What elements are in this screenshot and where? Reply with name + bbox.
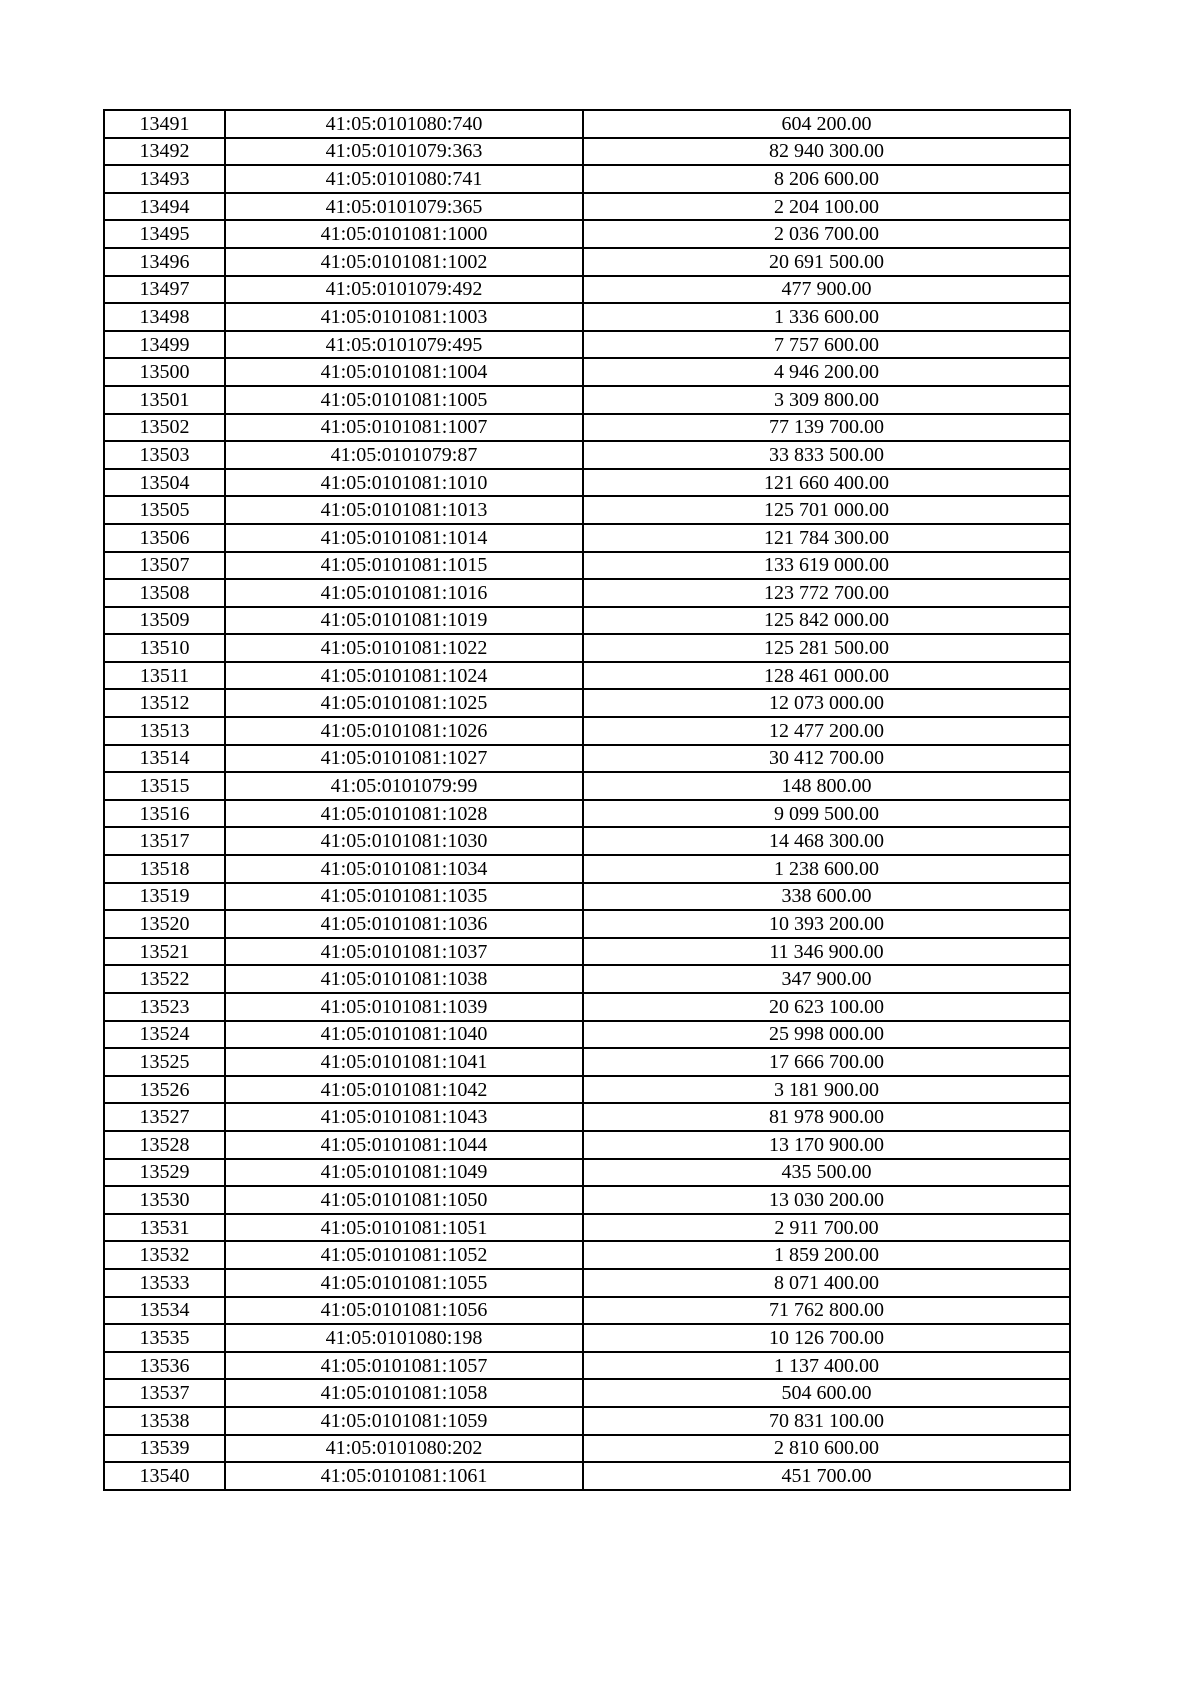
value-cell: 1 859 200.00	[583, 1241, 1070, 1269]
table-row	[104, 165, 1070, 193]
cadastral-number-cell: 41:05:0101081:1022	[225, 634, 583, 662]
cadastral-number-cell: 41:05:0101081:1019	[225, 607, 583, 635]
cadastral-number-cell: 41:05:0101081:1056	[225, 1297, 583, 1325]
row-number-cell: 13510	[104, 634, 225, 662]
value-cell: 12 477 200.00	[583, 717, 1070, 745]
cadastral-number-cell: 41:05:0101080:741	[225, 165, 583, 193]
value-cell: 20 623 100.00	[583, 993, 1070, 1021]
cadastral-number-cell: 41:05:0101081:1016	[225, 579, 583, 607]
value-cell: 77 139 700.00	[583, 414, 1070, 442]
cadastral-number-cell: 41:05:0101081:1015	[225, 552, 583, 580]
cadastral-number-cell: 41:05:0101080:202	[225, 1435, 583, 1463]
row-number-cell: 13534	[104, 1297, 225, 1325]
value-cell: 2 036 700.00	[583, 220, 1070, 248]
cadastral-number-cell: 41:05:0101081:1036	[225, 910, 583, 938]
table-row	[104, 1131, 1070, 1159]
value-cell: 13 170 900.00	[583, 1131, 1070, 1159]
value-cell: 10 393 200.00	[583, 910, 1070, 938]
value-cell: 17 666 700.00	[583, 1048, 1070, 1076]
table-row	[104, 607, 1070, 635]
row-number-cell: 13508	[104, 579, 225, 607]
table-row	[104, 276, 1070, 304]
value-cell: 3 181 900.00	[583, 1076, 1070, 1104]
value-cell: 33 833 500.00	[583, 441, 1070, 469]
table-row	[104, 1462, 1070, 1490]
table-row	[104, 1407, 1070, 1435]
row-number-cell: 13517	[104, 827, 225, 855]
table-row	[104, 579, 1070, 607]
row-number-cell: 13492	[104, 138, 225, 166]
table-row	[104, 220, 1070, 248]
table-row	[104, 1186, 1070, 1214]
cadastral-number-cell: 41:05:0101081:1014	[225, 524, 583, 552]
value-cell: 11 346 900.00	[583, 938, 1070, 966]
table-row	[104, 910, 1070, 938]
row-number-cell: 13538	[104, 1407, 225, 1435]
row-number-cell: 13511	[104, 662, 225, 690]
row-number-cell: 13514	[104, 745, 225, 773]
cadastral-number-cell: 41:05:0101080:198	[225, 1324, 583, 1352]
value-cell: 2 810 600.00	[583, 1435, 1070, 1463]
cadastral-number-cell: 41:05:0101079:99	[225, 772, 583, 800]
row-number-cell: 13500	[104, 358, 225, 386]
cadastral-number-cell: 41:05:0101081:1024	[225, 662, 583, 690]
value-cell: 604 200.00	[583, 110, 1070, 138]
table-row	[104, 552, 1070, 580]
cadastral-number-cell: 41:05:0101081:1025	[225, 689, 583, 717]
value-cell: 4 946 200.00	[583, 358, 1070, 386]
row-number-cell: 13537	[104, 1379, 225, 1407]
cadastral-number-cell: 41:05:0101081:1052	[225, 1241, 583, 1269]
cadastral-number-cell: 41:05:0101079:87	[225, 441, 583, 469]
table-row	[104, 1241, 1070, 1269]
row-number-cell: 13531	[104, 1214, 225, 1242]
row-number-cell: 13530	[104, 1186, 225, 1214]
table-row	[104, 1076, 1070, 1104]
cadastral-number-cell: 41:05:0101081:1002	[225, 248, 583, 276]
cadastral-number-cell: 41:05:0101081:1007	[225, 414, 583, 442]
row-number-cell: 13516	[104, 800, 225, 828]
row-number-cell: 13497	[104, 276, 225, 304]
row-number-cell: 13523	[104, 993, 225, 1021]
table-row	[104, 1048, 1070, 1076]
row-number-cell: 13496	[104, 248, 225, 276]
value-cell: 30 412 700.00	[583, 745, 1070, 773]
cadastral-number-cell: 41:05:0101079:492	[225, 276, 583, 304]
row-number-cell: 13502	[104, 414, 225, 442]
table-row	[104, 1159, 1070, 1187]
table-row	[104, 1352, 1070, 1380]
table-row	[104, 441, 1070, 469]
value-cell: 81 978 900.00	[583, 1103, 1070, 1131]
table-row	[104, 193, 1070, 221]
row-number-cell: 13494	[104, 193, 225, 221]
table-row	[104, 1214, 1070, 1242]
cadastral-number-cell: 41:05:0101081:1040	[225, 1021, 583, 1049]
cadastral-number-cell: 41:05:0101081:1000	[225, 220, 583, 248]
value-cell: 12 073 000.00	[583, 689, 1070, 717]
row-number-cell: 13521	[104, 938, 225, 966]
table-row	[104, 524, 1070, 552]
table-row	[104, 772, 1070, 800]
cadastral-number-cell: 41:05:0101081:1059	[225, 1407, 583, 1435]
cadastral-number-cell: 41:05:0101081:1010	[225, 469, 583, 497]
cadastral-number-cell: 41:05:0101081:1030	[225, 827, 583, 855]
row-number-cell: 13513	[104, 717, 225, 745]
value-cell: 2 911 700.00	[583, 1214, 1070, 1242]
value-cell: 20 691 500.00	[583, 248, 1070, 276]
table-row	[104, 1324, 1070, 1352]
table-row	[104, 745, 1070, 773]
cadastral-number-cell: 41:05:0101081:1050	[225, 1186, 583, 1214]
value-cell: 1 238 600.00	[583, 855, 1070, 883]
cadastral-number-cell: 41:05:0101081:1026	[225, 717, 583, 745]
row-number-cell: 13528	[104, 1131, 225, 1159]
row-number-cell: 13532	[104, 1241, 225, 1269]
cadastral-number-cell: 41:05:0101081:1058	[225, 1379, 583, 1407]
table-row	[104, 993, 1070, 1021]
table-row	[104, 938, 1070, 966]
value-cell: 148 800.00	[583, 772, 1070, 800]
row-number-cell: 13525	[104, 1048, 225, 1076]
cadastral-number-cell: 41:05:0101081:1042	[225, 1076, 583, 1104]
cadastral-number-cell: 41:05:0101081:1039	[225, 993, 583, 1021]
value-cell: 25 998 000.00	[583, 1021, 1070, 1049]
row-number-cell: 13519	[104, 883, 225, 911]
table-row	[104, 110, 1070, 138]
value-cell: 338 600.00	[583, 883, 1070, 911]
row-number-cell: 13540	[104, 1462, 225, 1490]
table-row	[104, 634, 1070, 662]
cadastral-number-cell: 41:05:0101081:1049	[225, 1159, 583, 1187]
row-number-cell: 13505	[104, 496, 225, 524]
row-number-cell: 13524	[104, 1021, 225, 1049]
cadastral-number-cell: 41:05:0101079:495	[225, 331, 583, 359]
value-cell: 14 468 300.00	[583, 827, 1070, 855]
row-number-cell: 13507	[104, 552, 225, 580]
value-cell: 121 784 300.00	[583, 524, 1070, 552]
row-number-cell: 13526	[104, 1076, 225, 1104]
row-number-cell: 13539	[104, 1435, 225, 1463]
row-number-cell: 13503	[104, 441, 225, 469]
row-number-cell: 13529	[104, 1159, 225, 1187]
value-cell: 1 137 400.00	[583, 1352, 1070, 1380]
value-cell: 133 619 000.00	[583, 552, 1070, 580]
table-row	[104, 662, 1070, 690]
cadastral-number-cell: 41:05:0101081:1005	[225, 386, 583, 414]
cadastral-number-cell: 41:05:0101081:1061	[225, 1462, 583, 1490]
table-row	[104, 800, 1070, 828]
table-row	[104, 965, 1070, 993]
table-row	[104, 414, 1070, 442]
value-cell: 125 701 000.00	[583, 496, 1070, 524]
row-number-cell: 13498	[104, 303, 225, 331]
value-cell: 477 900.00	[583, 276, 1070, 304]
cadastral-number-cell: 41:05:0101081:1038	[225, 965, 583, 993]
table-row	[104, 358, 1070, 386]
cadastral-number-cell: 41:05:0101081:1044	[225, 1131, 583, 1159]
value-cell: 123 772 700.00	[583, 579, 1070, 607]
table-row	[104, 827, 1070, 855]
row-number-cell: 13493	[104, 165, 225, 193]
row-number-cell: 13522	[104, 965, 225, 993]
cadastral-number-cell: 41:05:0101081:1027	[225, 745, 583, 773]
value-cell: 7 757 600.00	[583, 331, 1070, 359]
table-body	[104, 110, 1070, 1490]
row-number-cell: 13495	[104, 220, 225, 248]
value-cell: 1 336 600.00	[583, 303, 1070, 331]
value-cell: 128 461 000.00	[583, 662, 1070, 690]
cadastral-number-cell: 41:05:0101081:1037	[225, 938, 583, 966]
value-cell: 125 842 000.00	[583, 607, 1070, 635]
table-row	[104, 331, 1070, 359]
value-cell: 347 900.00	[583, 965, 1070, 993]
table-row	[104, 469, 1070, 497]
value-cell: 8 206 600.00	[583, 165, 1070, 193]
table-row	[104, 303, 1070, 331]
cadastral-number-cell: 41:05:0101081:1041	[225, 1048, 583, 1076]
value-cell: 435 500.00	[583, 1159, 1070, 1187]
row-number-cell: 13527	[104, 1103, 225, 1131]
cadastral-number-cell: 41:05:0101081:1051	[225, 1214, 583, 1242]
value-cell: 82 940 300.00	[583, 138, 1070, 166]
row-number-cell: 13520	[104, 910, 225, 938]
row-number-cell: 13506	[104, 524, 225, 552]
cadastral-number-cell: 41:05:0101081:1013	[225, 496, 583, 524]
row-number-cell: 13518	[104, 855, 225, 883]
cadastral-number-cell: 41:05:0101079:363	[225, 138, 583, 166]
table-row	[104, 1379, 1070, 1407]
value-cell: 451 700.00	[583, 1462, 1070, 1490]
table-row	[104, 1269, 1070, 1297]
value-cell: 2 204 100.00	[583, 193, 1070, 221]
value-cell: 70 831 100.00	[583, 1407, 1070, 1435]
table-row	[104, 248, 1070, 276]
table-row	[104, 883, 1070, 911]
cadastral-number-cell: 41:05:0101081:1043	[225, 1103, 583, 1131]
table-row	[104, 386, 1070, 414]
value-cell: 121 660 400.00	[583, 469, 1070, 497]
row-number-cell: 13515	[104, 772, 225, 800]
row-number-cell: 13504	[104, 469, 225, 497]
value-cell: 8 071 400.00	[583, 1269, 1070, 1297]
row-number-cell: 13536	[104, 1352, 225, 1380]
row-number-cell: 13491	[104, 110, 225, 138]
value-cell: 10 126 700.00	[583, 1324, 1070, 1352]
row-number-cell: 13499	[104, 331, 225, 359]
table-row	[104, 496, 1070, 524]
cadastral-number-cell: 41:05:0101081:1004	[225, 358, 583, 386]
row-number-cell: 13512	[104, 689, 225, 717]
table-row	[104, 689, 1070, 717]
table-row	[104, 1435, 1070, 1463]
cadastral-number-cell: 41:05:0101081:1028	[225, 800, 583, 828]
value-cell: 504 600.00	[583, 1379, 1070, 1407]
cadastral-value-table	[103, 109, 1071, 1491]
value-cell: 71 762 800.00	[583, 1297, 1070, 1325]
value-cell: 125 281 500.00	[583, 634, 1070, 662]
table-row	[104, 1021, 1070, 1049]
cadastral-number-cell: 41:05:0101079:365	[225, 193, 583, 221]
table-row	[104, 1297, 1070, 1325]
table-row	[104, 138, 1070, 166]
table-row	[104, 855, 1070, 883]
cadastral-number-cell: 41:05:0101080:740	[225, 110, 583, 138]
table-row	[104, 717, 1070, 745]
cadastral-number-cell: 41:05:0101081:1035	[225, 883, 583, 911]
row-number-cell: 13535	[104, 1324, 225, 1352]
value-cell: 9 099 500.00	[583, 800, 1070, 828]
row-number-cell: 13501	[104, 386, 225, 414]
value-cell: 13 030 200.00	[583, 1186, 1070, 1214]
table-row	[104, 1103, 1070, 1131]
value-cell: 3 309 800.00	[583, 386, 1070, 414]
cadastral-number-cell: 41:05:0101081:1003	[225, 303, 583, 331]
cadastral-number-cell: 41:05:0101081:1057	[225, 1352, 583, 1380]
cadastral-number-cell: 41:05:0101081:1055	[225, 1269, 583, 1297]
cadastral-number-cell: 41:05:0101081:1034	[225, 855, 583, 883]
row-number-cell: 13533	[104, 1269, 225, 1297]
row-number-cell: 13509	[104, 607, 225, 635]
